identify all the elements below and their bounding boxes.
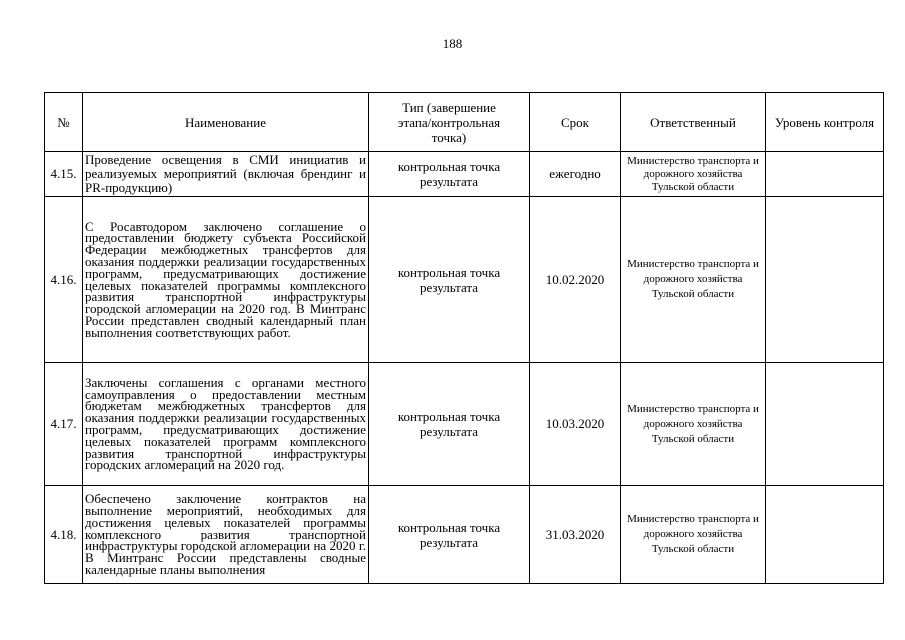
- table-row: [45, 486, 884, 584]
- table-row: [45, 197, 884, 363]
- row-num: 4.16.: [45, 197, 83, 363]
- row-term: 10.03.2020: [530, 363, 621, 486]
- row-control: [766, 486, 884, 584]
- header-responsible: Ответственный: [621, 93, 766, 152]
- row-responsible: Министерство транспорта и дорожного хозяйства Тульской области: [621, 152, 766, 197]
- header-name: Наименование: [83, 93, 369, 152]
- header-control: Уровень контроля: [766, 93, 884, 152]
- row-type: контрольная точка результата: [369, 486, 530, 584]
- row-responsible: Министерство транспорта и дорожного хозяйства Тульской области: [621, 197, 766, 363]
- row-name: Обеспечено заключение контрактов на выполнение мероприятий, необходимых для достижения целевых показателей программы комплексного развития транспортной инфраструктуры городской агломерации на 2020 г. В Минтранс России представлены сводные календарные планы выполнения: [83, 486, 369, 584]
- header-type: Тип (завершение этапа/контрольная точка): [369, 93, 530, 152]
- table-row: [45, 363, 884, 486]
- row-name: С Росавтодором заключено соглашение о предоставлении бюджету субъекта Российской Федерации межбюджетных трансфертов для оказания поддержки реализации государственных программ, предусматривающих достижение целевых показателей программы комплексного развития транспортной инфраструктуры городской агломерации на 2020 год. В Минтранс России представлен сводный календарный план выполнения соответствующих работ.: [83, 197, 369, 363]
- row-type: контрольная точка результата: [369, 152, 530, 197]
- row-type: контрольная точка результата: [369, 197, 530, 363]
- row-responsible: Министерство транспорта и дорожного хозяйства Тульской области: [621, 486, 766, 584]
- row-responsible: Министерство транспорта и дорожного хозяйства Тульской области: [621, 363, 766, 486]
- row-name: Проведение освещения в СМИ инициатив и реализуемых мероприятий (включая брендинг и PR-продукцию): [83, 152, 369, 197]
- plan-table: [44, 92, 884, 584]
- header-num: №: [45, 93, 83, 152]
- page-number: 188: [442, 36, 463, 51]
- table-row: [45, 152, 884, 197]
- table-header-row: [45, 93, 884, 152]
- row-type: контрольная точка результата: [369, 363, 530, 486]
- row-term: 31.03.2020: [530, 486, 621, 584]
- row-num: 4.18.: [45, 486, 83, 584]
- header-term: Срок: [530, 93, 621, 152]
- row-num: 4.17.: [45, 363, 83, 486]
- row-term: 10.02.2020: [530, 197, 621, 363]
- row-term: ежегодно: [530, 152, 621, 197]
- row-control: [766, 363, 884, 486]
- row-control: [766, 152, 884, 197]
- row-name: Заключены соглашения с органами местного самоуправления о предоставлении местным бюджетам межбюджетных трансфертов для оказания поддержки реализации государственных программ, предусматривающих достижение целевых показателей программ комплексного развития транспортной инфраструктуры городских агломераций на 2020 год.: [83, 363, 369, 486]
- row-num: 4.15.: [45, 152, 83, 197]
- row-control: [766, 197, 884, 363]
